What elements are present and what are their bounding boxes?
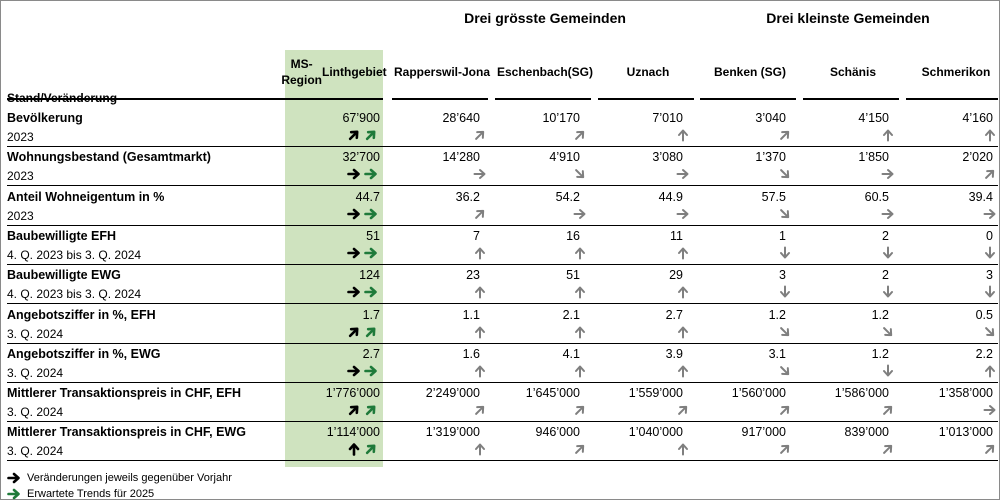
legend-item-change	[7, 471, 232, 485]
column-header-underline	[700, 98, 796, 100]
cell-value: 0.5	[975, 307, 993, 322]
cell-value: 839’000	[844, 425, 889, 440]
legend-text-change: Veränderungen jeweils gegenüber Vorjahr	[27, 472, 232, 484]
cell-value: 1’560’000	[731, 386, 786, 401]
cell-value: 67’900	[342, 111, 380, 125]
arrow-right-icon	[573, 207, 587, 221]
cell-value: 1’358’000	[938, 386, 993, 401]
arrow-down-icon	[778, 246, 792, 260]
arrow-down-right-icon	[778, 167, 792, 181]
arrow-right-icon	[983, 207, 997, 221]
cell-value: 1.2	[871, 346, 889, 361]
arrow-up-icon	[881, 128, 895, 142]
arrow-right-icon	[881, 207, 895, 221]
arrow-up-right-icon	[676, 403, 690, 417]
arrow-up-right-icon	[778, 403, 792, 417]
arrow-right-icon	[7, 471, 21, 485]
arrow-up-right-icon	[983, 167, 997, 181]
arrow-right-icon	[347, 246, 361, 260]
group-title-smallest: Drei kleinste Gemeinden	[766, 10, 930, 26]
cell-value: 0	[986, 228, 993, 243]
arrow-up-right-icon	[473, 403, 487, 417]
column-header-6	[906, 52, 1000, 92]
arrow-down-right-icon	[778, 207, 792, 221]
cell-value: 1.1	[462, 307, 480, 322]
arrow-right-icon	[676, 167, 690, 181]
row-label: Angebotsziffer in %, EWG	[7, 346, 161, 361]
arrow-down-icon	[881, 246, 895, 260]
column-header-underline	[392, 98, 488, 100]
arrow-up-right-icon	[778, 442, 792, 456]
cell-value: 1’559’000	[628, 386, 683, 401]
cell-value: 39.4	[968, 189, 993, 204]
arrow-up-right-icon	[364, 403, 378, 417]
cell-value: 44.7	[355, 189, 380, 204]
arrow-right-icon	[347, 285, 361, 299]
arrow-up-icon	[676, 364, 690, 378]
arrow-up-icon	[573, 364, 587, 378]
arrow-up-right-icon	[983, 442, 997, 456]
column-header-underline	[803, 98, 899, 100]
cell-value: 51	[566, 268, 580, 283]
arrow-up-right-icon	[364, 442, 378, 456]
arrow-right-icon	[364, 246, 378, 260]
row-period: 3. Q. 2024	[7, 365, 64, 380]
arrow-up-icon	[347, 442, 361, 456]
table-row	[0, 226, 998, 265]
arrow-up-icon	[573, 285, 587, 299]
arrow-down-right-icon	[573, 167, 587, 181]
arrow-up-icon	[983, 128, 997, 142]
row-period: 2023	[7, 208, 34, 223]
cell-value: 29	[669, 268, 683, 283]
row-period: 4. Q. 2023 bis 3. Q. 2024	[7, 287, 142, 302]
cell-value: 54.2	[555, 189, 580, 204]
arrow-up-right-icon	[347, 128, 361, 142]
cell-value: 32’700	[342, 150, 380, 165]
cell-value: 51	[366, 228, 380, 243]
cell-value: 10’170	[542, 111, 580, 125]
arrow-up-icon	[473, 442, 487, 456]
arrow-up-icon	[676, 246, 690, 260]
arrow-down-icon	[881, 285, 895, 299]
arrow-up-right-icon	[573, 442, 587, 456]
arrow-right-icon	[347, 207, 361, 221]
arrow-up-right-icon	[881, 442, 895, 456]
column-header-underline	[598, 98, 694, 100]
row-label: Anteil Wohneigentum in %	[7, 189, 165, 204]
cell-value: 1’040’000	[628, 425, 683, 440]
arrow-right-icon	[364, 167, 378, 181]
cell-value: 3	[986, 268, 993, 283]
arrow-up-right-icon	[347, 403, 361, 417]
row-label: Bevölkerung	[7, 111, 83, 125]
arrow-up-right-icon	[573, 128, 587, 142]
table-row	[0, 187, 998, 226]
cell-value: 60.5	[864, 189, 889, 204]
arrow-up-right-icon	[881, 403, 895, 417]
cell-value: 4’150	[858, 111, 889, 125]
row-period: 2023	[7, 169, 34, 184]
row-divider	[7, 460, 998, 461]
arrow-down-icon	[983, 285, 997, 299]
arrow-up-right-icon	[778, 128, 792, 142]
cell-value: 4’160	[962, 111, 993, 125]
group-title-largest: Drei grösste Gemeinden	[464, 10, 626, 26]
cell-value: 1.2	[871, 307, 889, 322]
cell-value: 1’850	[858, 150, 889, 165]
cell-value: 1’645’000	[525, 386, 580, 401]
cell-value: 1’370	[755, 150, 786, 165]
cell-value: 3	[779, 268, 786, 283]
cell-value: 1’319’000	[425, 425, 480, 440]
cell-value: 946’000	[535, 425, 580, 440]
legend-item-trend	[7, 487, 154, 501]
column-header-2	[495, 52, 595, 92]
arrow-down-right-icon	[778, 325, 792, 339]
column-header-line1: Eschenbach	[496, 65, 568, 79]
column-header-5	[803, 52, 903, 92]
cell-value: 2’249’000	[425, 386, 480, 401]
cell-value: 1’776’000	[325, 386, 380, 401]
arrow-up-right-icon	[347, 325, 361, 339]
cell-value: 1.7	[362, 307, 380, 322]
cell-value: 917’000	[741, 425, 786, 440]
arrow-right-icon	[473, 167, 487, 181]
cell-value: 2.7	[362, 346, 380, 361]
arrow-up-icon	[573, 246, 587, 260]
cell-value: 3.9	[665, 346, 683, 361]
arrow-down-icon	[983, 246, 997, 260]
row-label: Baubewilligte EWG	[7, 268, 121, 283]
legend-text-trend: Erwartete Trends für 2025	[27, 488, 155, 500]
column-header-underline	[495, 98, 591, 100]
row-period: 2023	[7, 130, 34, 144]
arrow-up-icon	[676, 285, 690, 299]
arrow-right-icon	[983, 403, 997, 417]
cell-value: 2.1	[562, 307, 580, 322]
arrow-up-right-icon	[473, 207, 487, 221]
cell-value: 4.1	[562, 346, 580, 361]
cell-value: 1.6	[462, 346, 480, 361]
arrow-up-right-icon	[573, 403, 587, 417]
column-header-underline	[906, 98, 998, 100]
cell-value: 124	[359, 268, 380, 283]
cell-value: 2’020	[962, 150, 993, 165]
cell-value: 7	[473, 228, 480, 243]
arrow-up-icon	[473, 285, 487, 299]
arrow-right-icon	[364, 285, 378, 299]
column-header-line2: Linthgebiet	[322, 65, 387, 79]
cell-value: 3’080	[652, 150, 683, 165]
arrow-up-icon	[676, 128, 690, 142]
arrow-up-right-icon	[364, 325, 378, 339]
table-row	[0, 108, 998, 147]
row-period: 3. Q. 2024	[7, 444, 64, 459]
row-label: Angebotsziffer in %, EFH	[7, 307, 156, 322]
arrow-right-icon	[364, 364, 378, 378]
arrow-right-icon	[347, 364, 361, 378]
cell-value: 1’013’000	[938, 425, 993, 440]
arrow-down-right-icon	[881, 325, 895, 339]
arrow-up-right-icon	[473, 128, 487, 142]
column-header-0	[281, 52, 387, 92]
arrow-up-icon	[573, 325, 587, 339]
column-header-line2: Jona	[462, 65, 491, 79]
arrow-up-icon	[473, 246, 487, 260]
table-row	[0, 265, 998, 304]
column-header-line2: (SG)	[567, 65, 594, 79]
cell-value: 7’010	[652, 111, 683, 125]
column-header-1	[392, 52, 492, 92]
cell-value: 3.1	[768, 346, 786, 361]
arrow-up-icon	[676, 442, 690, 456]
arrow-right-icon	[676, 207, 690, 221]
column-header-line1: Schänis	[829, 65, 877, 79]
cell-value: 4’910	[549, 150, 580, 165]
cell-value: 28’640	[442, 111, 480, 125]
arrow-up-right-icon	[364, 128, 378, 142]
cell-value: 11	[670, 228, 683, 243]
arrow-down-right-icon	[983, 325, 997, 339]
arrow-up-icon	[473, 364, 487, 378]
table-row	[0, 147, 998, 186]
table-row	[0, 422, 998, 461]
arrow-right-icon	[7, 487, 21, 501]
column-header-3	[598, 52, 698, 92]
row-period: 4. Q. 2023 bis 3. Q. 2024	[7, 247, 142, 262]
cell-value: 57.5	[761, 189, 786, 204]
column-header-line1: Rapperswil-	[393, 65, 462, 79]
arrow-right-icon	[347, 167, 361, 181]
cell-value: 2	[882, 228, 889, 243]
arrow-down-right-icon	[778, 364, 792, 378]
cell-value: 1.2	[768, 307, 786, 322]
arrow-right-icon	[881, 167, 895, 181]
stand-label: Stand/Veränderung	[7, 91, 118, 105]
column-header-line1: Uznach	[626, 65, 670, 79]
cell-value: 16	[566, 228, 580, 243]
table-row	[0, 383, 998, 422]
cell-value: 14’280	[442, 150, 480, 165]
arrow-up-icon	[676, 325, 690, 339]
cell-value: 1	[779, 228, 786, 243]
table-row	[0, 305, 998, 344]
column-header-4	[700, 52, 800, 92]
cell-value: 2.2	[975, 346, 993, 361]
arrow-up-icon	[983, 364, 997, 378]
table-row	[0, 344, 998, 383]
cell-value: 36.2	[455, 189, 480, 204]
row-label: Wohnungsbestand (Gesamtmarkt)	[7, 150, 211, 165]
cell-value: 3’040	[755, 111, 786, 125]
column-header-line1: Schmerikon	[921, 65, 991, 79]
row-period: 3. Q. 2024	[7, 405, 64, 420]
row-period: 3. Q. 2024	[7, 326, 64, 341]
cell-value: 23	[466, 268, 480, 283]
arrow-up-icon	[473, 325, 487, 339]
arrow-right-icon	[364, 207, 378, 221]
arrow-down-icon	[778, 285, 792, 299]
cell-value: 2.7	[665, 307, 683, 322]
arrow-down-icon	[881, 364, 895, 378]
column-header-line1: Benken (SG)	[713, 65, 786, 79]
row-label: Mittlerer Transaktionspreis in CHF, EFH	[7, 386, 242, 401]
column-header-line1: MS-Region	[281, 57, 322, 87]
cell-value: 2	[882, 268, 889, 283]
row-label: Baubewilligte EFH	[7, 228, 117, 243]
row-label: Mittlerer Transaktionspreis in CHF, EWG	[7, 425, 246, 440]
cell-value: 1’586’000	[834, 386, 889, 401]
cell-value: 44.9	[658, 189, 683, 204]
cell-value: 1’114’000	[326, 425, 380, 440]
